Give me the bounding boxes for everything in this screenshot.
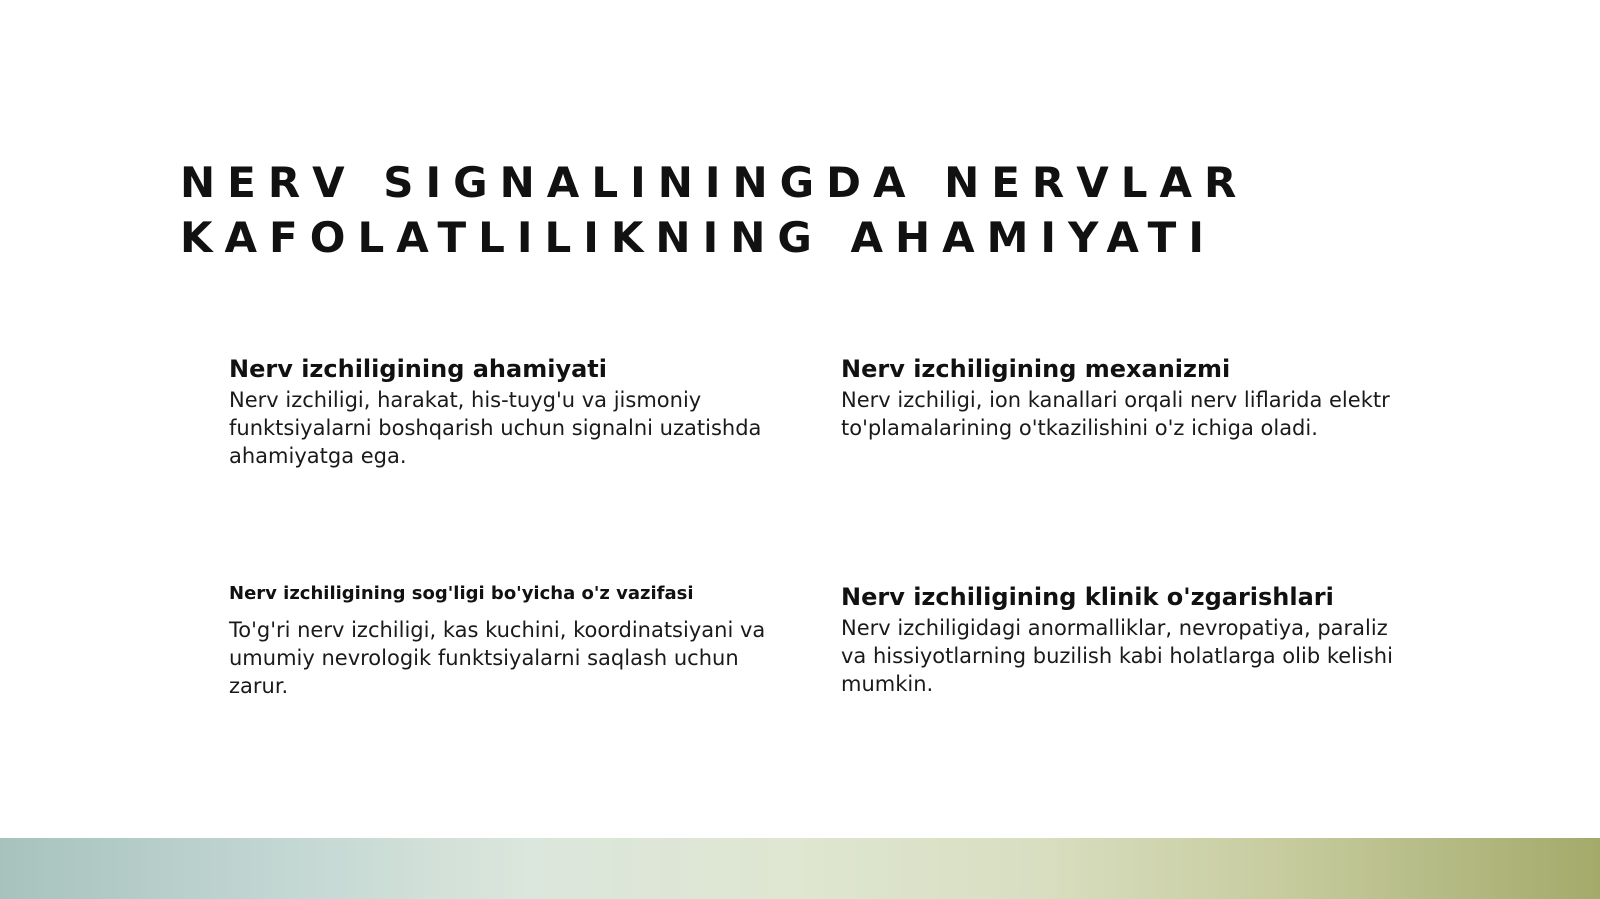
- card-heading: Nerv izchiligining mexanizmi: [841, 355, 1231, 383]
- card-heading: Nerv izchiligining sog'ligi bo'yicha o'z vazifasi: [229, 583, 694, 604]
- info-card-mechanism: [841, 352, 1401, 442]
- card-heading: Nerv izchiligining ahamiyati: [229, 355, 607, 383]
- info-card-health-role: [229, 580, 789, 700]
- decorative-gradient-band: [0, 838, 1600, 899]
- card-text: Nerv izchiligi, harakat, his-tuyg'u va jismoniy funktsiyalarni boshqarish uchun signalni uzatishda ahamiyatga ega.: [229, 388, 762, 468]
- card-heading: Nerv izchiligining klinik o'zgarishlari: [841, 583, 1334, 611]
- card-text: To'g'ri nerv izchiligi, kas kuchini, koordinatsiyani va umumiy nevrologik funktsiyalarni saqlash uchun zarur.: [229, 618, 766, 698]
- info-card-clinical-changes: [841, 580, 1401, 698]
- slide-title-line-2: KAFOLATLILIKNING AHAMIYATI: [180, 213, 1216, 262]
- card-text: Nerv izchiligidagi anormalliklar, nevropatiya, paraliz va hissiyotlarning buzilish kabi holatlarga olib kelishi mumkin.: [841, 616, 1393, 696]
- slide-title: [180, 155, 1440, 265]
- info-card-importance: [229, 352, 789, 470]
- slide-title-line-1: NERV SIGNALININGDA NERVLAR: [180, 158, 1249, 207]
- card-text: Nerv izchiligi, ion kanallari orqali nerv liflarida elektr to'plamalarining o'tkazilishini o'z ichiga oladi.: [841, 388, 1390, 440]
